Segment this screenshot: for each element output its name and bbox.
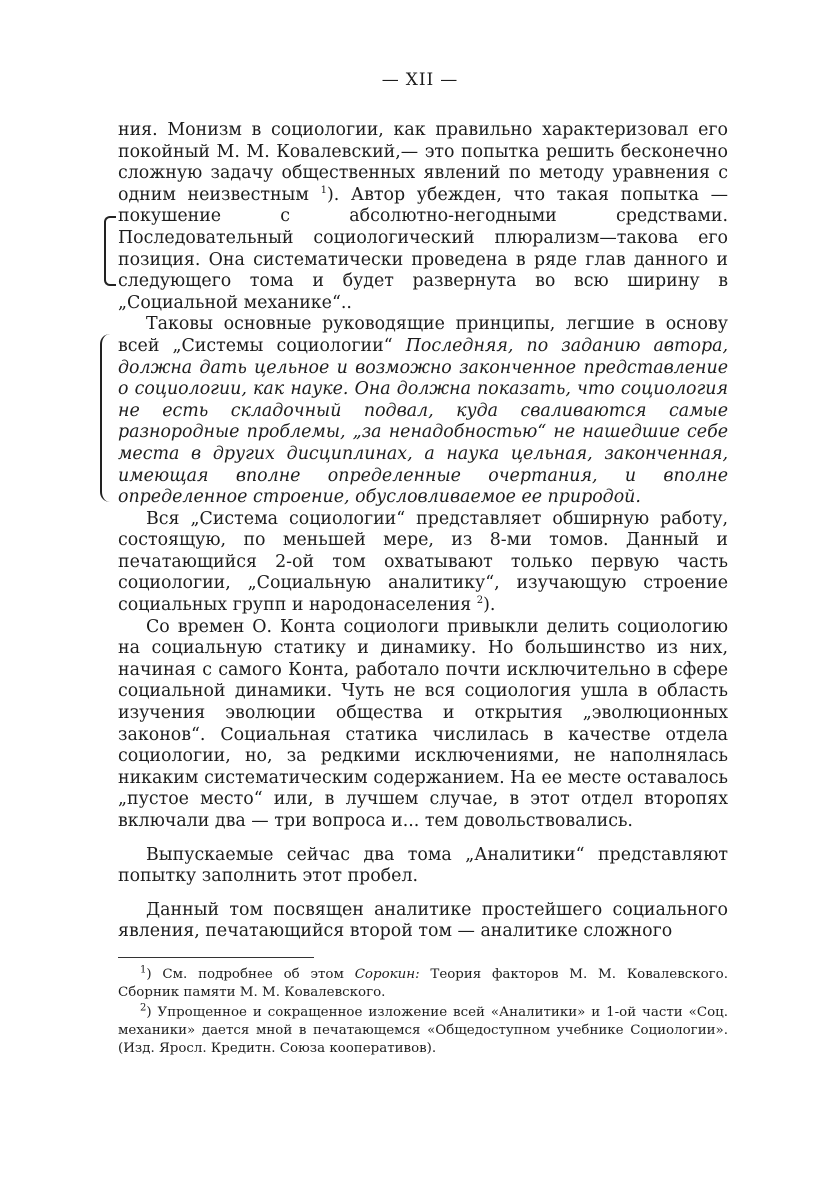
footnotes [118,966,728,1060]
paragraph: Вся „Система социологии“ представляет обширную работу, состоящую, по меньшей мере, из 8-ми томов. Данный и печатающийся 2-ой том охватывают только первую часть социологии, „Социальную аналитику“, изучающую строение социальных групп и народонаселения $^2$). [118,508,728,616]
margin-bracket-mark [104,216,116,286]
footnote-divider [118,957,314,958]
paragraph: Данный том посвящен аналитике простейшего социального явления, печатающийся второй том — аналитике сложного [118,899,728,942]
footnote: $^1$) См. подробнее об этом Сорокин: Теория факторов М. М. Ковалевского. Сборник памяти М. М. Ковалевского. [118,964,728,1000]
body-text [118,120,728,943]
paragraph: ния. Монизм в социологии, как правильно характеризовал его покойный М. М. Ковалевский,— это попытка решить бесконечно сложную задачу общественных явлений по методу уравнения с одним неизвестным $^1$). Автор убежден, что такая попытка — покушение с абсолютно-негодными средствами. Последовательный социологический плюрализм—такова его позиция. Она систематически проведена в ряде глав данного и следующего тома и будет развернута во всю ширину в „Социальной механике“.. [118,120,728,313]
italic-passage: Последняя, по заданию автора, должна дать цельное и возможно законченное представление о социологии, как науке. Она должна показать, что социология не есть складочный подвал, куда сваливаются самые разнородные проблемы, „за ненадобностью“ не нашедшие себе места в других дисциплинах, а наука цельная, законченная, имеющая вполне определенные очертания, и вполне определенное строение, обусловливаемое ее природой. [118,335,728,508]
paragraph: Со времен О. Конта социологи привыкли делить социологию на социальную статику и динамику. Но большинство из них, начиная с самого Конта, работало почти исключительно в сфере социальной динамики. Чуть не вся социология ушла в область изучения эволюции общества и открытия „эволюционных законов“. Социальная статика числилась в качестве отдела социологии, но, за редкими исключениями, не наполнялась никаким систематическим содержанием. На ее месте оставалось „пустое место“ или, в лучшем случае, в этот отдел второпях включали два — три вопроса и... тем довольствовались. [118,616,728,831]
footnote: $^2$) Упрощенное и сокращенное изложение всей «Аналитики» и 1-ой части «Соц. механики» дается мной в печатающемся «Общедоступном учебнике Социологии». (Изд. Яросл. Кредитн. Союза кооперативов). [118,1002,728,1056]
margin-bracket-mark [100,334,112,502]
footnote-ref: 1 [320,184,327,196]
page-number: XII [405,70,435,90]
paragraph: Таковы основные руководящие принципы, легшие в основу всей „Системы социологии“ Последняя, по заданию автора, должна дать цельное и возможно законченное представление о социологии, как науке. Она должна показать, что социология не есть складочный подвал, куда сваливаются самые разнородные проблемы, „за ненадобностью“ не нашедшие себе места в других дисциплинах, а наука цельная, законченная, имеющая вполне определенные очертания, и вполне определенное строение, обусловливаемое ее природой. [118,314,728,508]
paragraph: Выпускаемые сейчас два тома „Аналитики“ представляют попытку заполнить этот пробел. [118,844,728,887]
footnote-ref: 2 [476,595,484,607]
page-header: — XII — [381,70,459,90]
